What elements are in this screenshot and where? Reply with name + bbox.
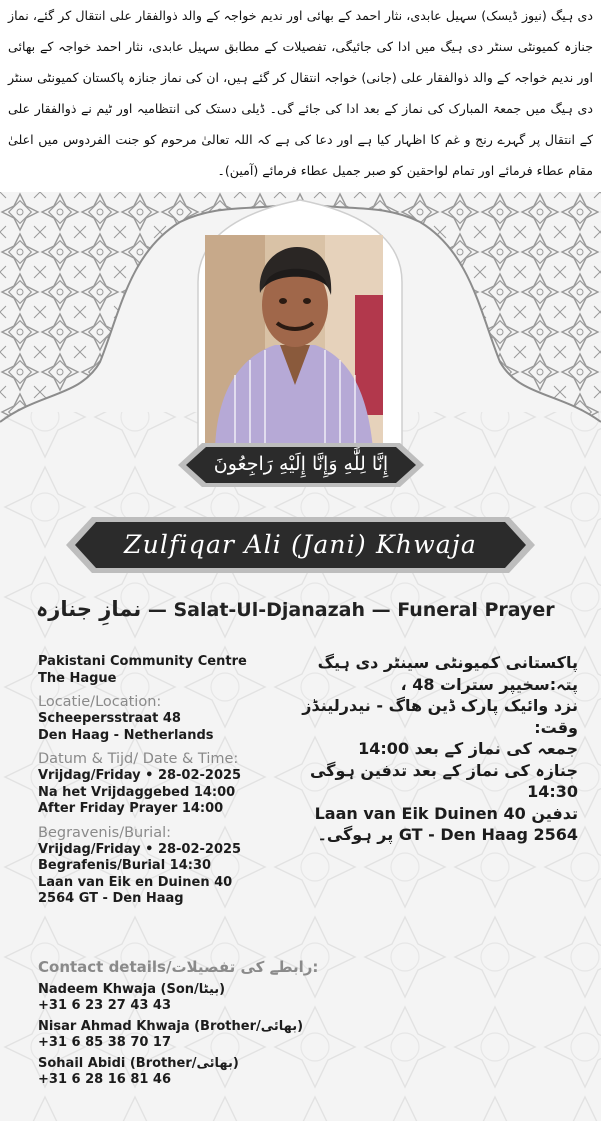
- burial-line: Vrijdag/Friday • 28-02-2025: [38, 841, 242, 857]
- datetime-label: Datum & Tijd/ Date & Time:: [38, 751, 239, 767]
- urdu-line: جمعہ کی نماز کے بعد 14:00: [358, 739, 578, 758]
- arabic-verse-text: إِنَّا لِلَّٰهِ وَإِنَّا إِلَيْهِ رَاجِعُونَ: [213, 453, 389, 475]
- prayer-title-latin: — Salat-Ul-Djanazah — Funeral Prayer: [141, 599, 555, 621]
- obituary-card: [0, 192, 601, 1121]
- contact-name: Sohail Abidi (Brother/بھائی): [38, 1056, 239, 1071]
- contact-name: Nadeem Khwaja (Son/بیٹا): [38, 982, 226, 997]
- burial-line: 2564 GT - Den Haag: [38, 891, 184, 906]
- contact-item: [38, 1056, 438, 1088]
- venue-line: Pakistani Community Centre: [38, 654, 247, 669]
- urdu-line: وقت:: [534, 717, 578, 737]
- funeral-prayer-title: [36, 597, 576, 621]
- contact-details-label: Contact details/رابطے کی تفصیلات:: [38, 958, 319, 976]
- burial-line: Begrafenis/Burial 14:30: [38, 858, 212, 873]
- urdu-line: 2564 GT - Den Haag پر ہوگی۔: [317, 825, 578, 844]
- datetime-line: After Friday Prayer 14:00: [38, 801, 224, 816]
- details-left-column: [38, 654, 308, 908]
- datetime-line: Na het Vrijdaggebed 14:00: [38, 784, 236, 800]
- contact-name: Nisar Ahmad Khwaja (Brother/بھائی): [38, 1019, 304, 1034]
- details-urdu-column: [296, 652, 578, 846]
- contact-phone: +31 6 85 38 70 17: [38, 1035, 172, 1050]
- news-paragraph: دی ہیگ (نیوز ڈیسک) سہیل عابدی، نثار احمد کے بھائی اور ندیم خواجہ کے والد ذوالفقار علی انتقال کر گئے، نماز جنازہ کمیونٹی سنٹر دی ہیگ میں ادا کی جائیگی، تفصیلات کے مطابق سہیل عابدی، نثار احمد خواجہ کے بھائی اور ندیم خواجہ کے والد ذوالفقار علی (جانی) خواجہ انتقال کر گئے ہیں، ان کی نماز جنازہ پاکستان کمیونٹی سنٹر دی ہیگ میں جمعۃ المبارک کی نماز کے بعد ادا کی جائے گی۔ ڈیلی دستک کی انتظامیہ اور ٹیم نے ذوالفقار علی کے انتقال پر گہرے رنج و غم کا اظہار کیا ہے اور دعا کی ہے کہ اللہ تعالیٰ مرحوم کو جنت الفردوس میں اعلیٰ مقام عطاء فرمائے اور تمام لواحقین کو صبر جمیل عطاء فرمائے (آمین)۔: [8, 8, 593, 178]
- urdu-line: جنازہ کی نماز کے بعد تدفین ہوگی: [309, 760, 578, 780]
- urdu-line: پتہ:سخیپر سترات 48 ،: [400, 674, 578, 694]
- contacts-list: [38, 982, 438, 1093]
- burial-label: Begravenis/Burial:: [38, 824, 172, 841]
- contact-phone: +31 6 23 27 43 43: [38, 998, 172, 1013]
- urdu-line: 14:30: [527, 782, 578, 801]
- location-label: Locatie/Location:: [38, 694, 162, 710]
- urdu-line: نزد وائیک پارک ڈین ھاگ - نیدرلینڈز: [302, 696, 578, 715]
- contact-phone: +31 6 28 16 81 46: [38, 1072, 172, 1087]
- urdu-line: تدفین Laan van Eik Duinen 40: [314, 803, 578, 823]
- datetime-line: Vrijdag/Friday • 28-02-2025: [38, 768, 242, 783]
- portrait-photo: [205, 235, 383, 449]
- venue-line: The Hague: [38, 670, 117, 686]
- deceased-name: Zulfiqar Ali (Jani) Khwaja: [124, 530, 477, 559]
- contact-item: [38, 1019, 438, 1051]
- urdu-line: پاکستانی کمیونٹی سینٹر دی ہیگ: [317, 653, 578, 672]
- location-line: Scheepersstraat 48: [38, 711, 181, 726]
- contact-item: [38, 982, 438, 1014]
- prayer-title-urdu: نمازِ جنازہ: [36, 597, 142, 621]
- location-line: Den Haag - Netherlands: [38, 727, 214, 743]
- burial-line: Laan van Eik en Duinen 40: [38, 874, 233, 890]
